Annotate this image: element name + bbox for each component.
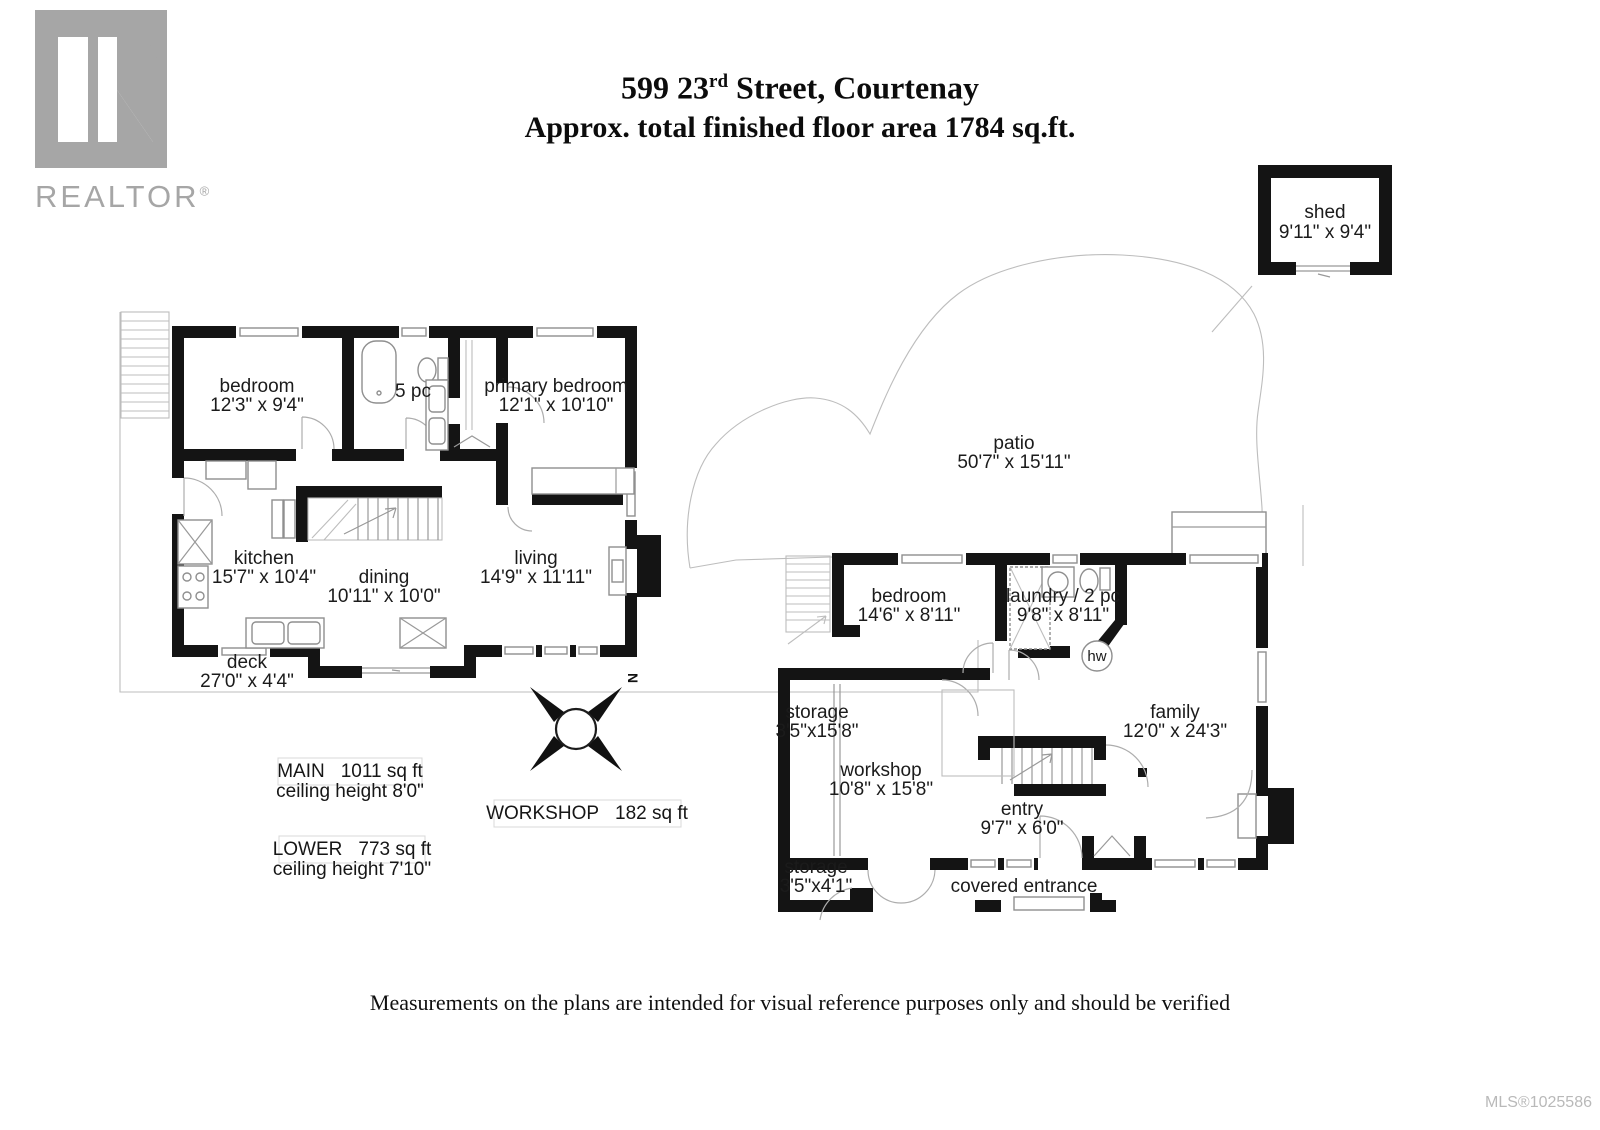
patio-steps: [1172, 512, 1266, 555]
label-laundry-dims: 9'8" x 8'11": [1016, 605, 1110, 626]
main-floor-plan: [121, 312, 661, 692]
lower-fireplace: [1238, 794, 1268, 838]
main-exterior-stairs: [121, 312, 169, 418]
summary-lower-ceiling: ceiling height 7'10": [272, 859, 432, 880]
summary-main: MAIN 1011 sq ft: [277, 761, 423, 782]
label-lower-bedroom: bedroom: [871, 586, 947, 607]
summary-workshop: WORKSHOP 182 sq ft: [486, 803, 688, 824]
address-line: 599 23rd Street, Courtenay: [621, 69, 979, 106]
area-summary: [273, 758, 689, 880]
label-main-bedroom: bedroom: [219, 376, 295, 397]
label-workshop: workshop: [840, 760, 922, 781]
label-laundry: laundry / 2 pc: [1005, 586, 1121, 607]
summary-lower: LOWER 773 sq ft: [272, 839, 432, 860]
label-dining: dining: [358, 567, 410, 588]
label-kitchen-dims: 15'7" x 10'4": [211, 567, 317, 588]
label-storage-small-dims: 3'5"x4'1": [779, 876, 853, 897]
label-shed-dims: 9'11" x 9'4": [1278, 222, 1372, 243]
disclaimer-text: Measurements on the plans are intended for visual reference purposes only and should be verified: [369, 990, 1231, 1015]
label-family: family: [1150, 702, 1200, 723]
label-deck-dims: 27'0" x 4'4": [200, 671, 294, 692]
label-entry-dims: 9'7" x 6'0": [980, 818, 1064, 839]
label-entry: entry: [1000, 799, 1044, 820]
label-storage-tall-dims: 3'5"x15'8": [775, 721, 859, 742]
floor-area-subtitle: Approx. total finished floor area 1784 sq.ft.: [524, 110, 1076, 144]
label-dining-dims: 10'11" x 10'0": [327, 586, 441, 607]
label-hot-water: hw: [1087, 648, 1107, 665]
primary-bed: [532, 468, 634, 494]
label-primary-bedroom: primary bedroom: [484, 376, 628, 397]
label-patio: patio: [993, 433, 1035, 454]
label-living-dims: 14'9" x 11'11": [480, 567, 592, 588]
mls-number: MLS®1025586: [1485, 1094, 1592, 1111]
label-storage-small: storage: [784, 857, 848, 878]
compass-rose-icon: [530, 673, 641, 771]
label-covered-entrance: covered entrance: [950, 876, 1098, 897]
label-deck: deck: [226, 652, 268, 673]
shed: [1258, 165, 1392, 277]
label-main-bedroom-dims: 12'3" x 9'4": [210, 395, 304, 416]
label-family-dims: 12'0" x 24'3": [1122, 721, 1228, 742]
label-shed: shed: [1304, 202, 1346, 223]
label-kitchen: kitchen: [233, 548, 295, 569]
label-patio-dims: 50'7" x 15'11": [957, 452, 1071, 473]
lower-floor-plan: [775, 512, 1294, 920]
label-lower-bedroom-dims: 14'6" x 8'11": [857, 605, 961, 626]
label-bath-5pc: 5 pc: [395, 381, 431, 402]
summary-main-ceiling: ceiling height 8'0": [276, 781, 424, 802]
label-primary-bedroom-dims: 12'1" x 10'10": [498, 395, 614, 416]
main-floor-doors: [184, 387, 544, 673]
realtor-logo-word: REALTOR®: [35, 179, 213, 214]
label-workshop-dims: 10'8" x 15'8": [828, 779, 934, 800]
label-storage-tall: storage: [785, 702, 849, 723]
main-fireplace: [609, 547, 637, 595]
compass-north-label: N: [625, 672, 641, 684]
label-living: living: [514, 548, 558, 569]
lower-exterior-stairs: [786, 556, 830, 644]
